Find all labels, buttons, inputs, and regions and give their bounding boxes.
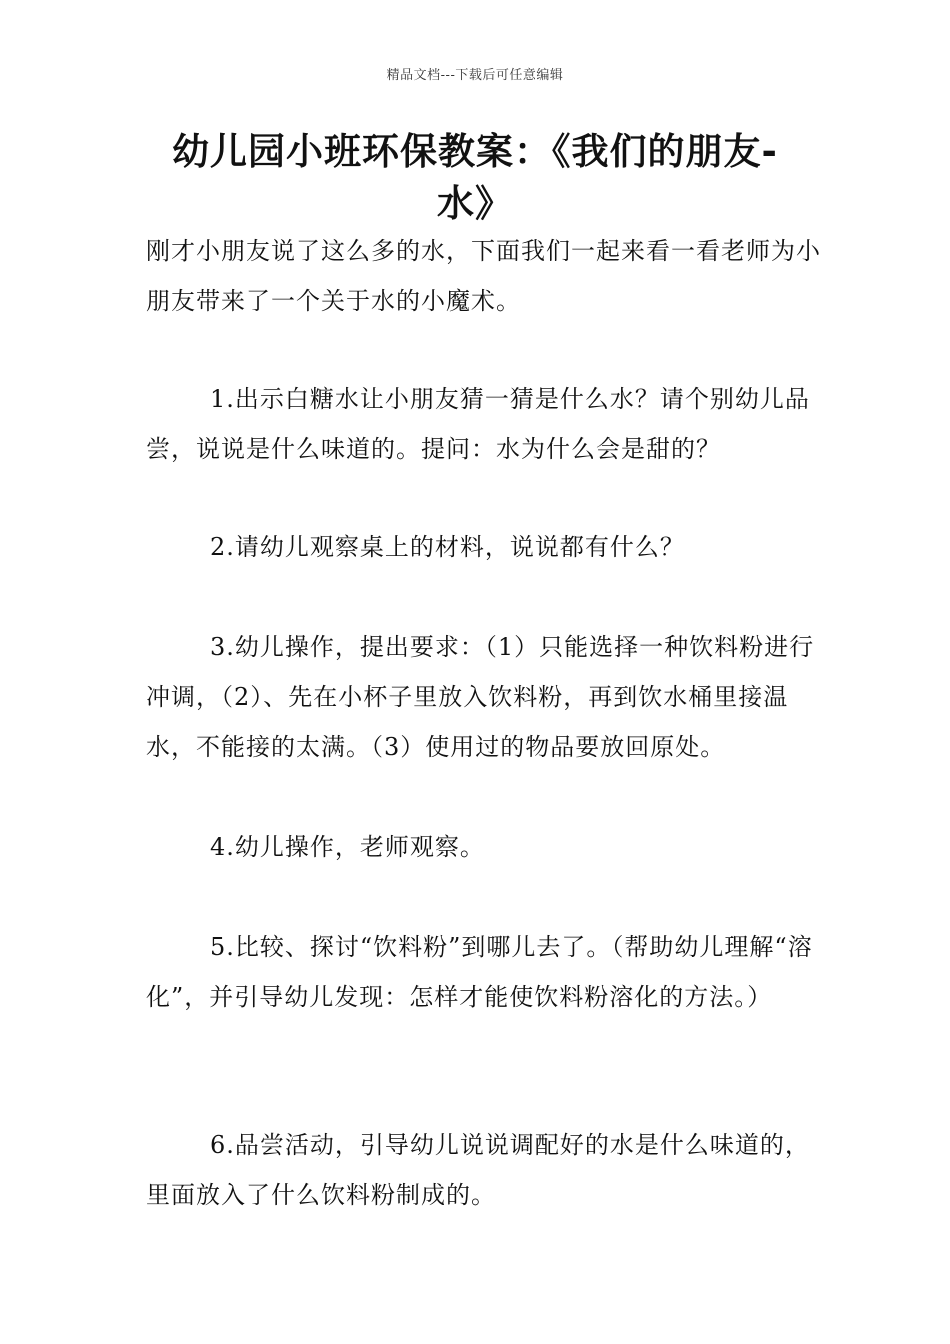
paragraph-step-3: 3.幼儿操作，提出要求：（1）只能选择一种饮料粉进行冲调，（2）、先在小杯子里放入饮料粉，再到饮水桶里接温水，不能接的太满。（3）使用过的物品要放回原处。 (146, 633, 815, 761)
paragraph-intro: 刚才小朋友说了这么多的水，下面我们一起来看一看老师为小朋友带来了一个关于水的小魔术。 (146, 237, 821, 315)
paragraph-step-1: 1.出示白糖水让小朋友猜一猜是什么水？请个别幼儿品尝，说说是什么味道的。提问：水为什么会是甜的？ (146, 385, 810, 463)
paragraph-step-5: 5.比较、探讨“饮料粉”到哪儿去了。（帮助幼儿理解“溶化”，并引导幼儿发现：怎样才能使饮料粉溶化的方法。） (146, 933, 813, 1011)
document-title: 幼儿园小班环保教案：《我们的朋友-水》 (172, 130, 778, 225)
paragraph-step-6: 6.品尝活动，引导幼儿说说调配好的水是什么味道的，里面放入了什么饮料粉制成的。 (146, 1131, 810, 1209)
paragraph-step-4: 4.幼儿操作，老师观察。 (210, 833, 485, 861)
paragraph-step-2: 2.请幼儿观察桌上的材料，说说都有什么？ (210, 533, 685, 561)
page-header: 精品文档---下载后可任意编辑 (386, 68, 564, 83)
